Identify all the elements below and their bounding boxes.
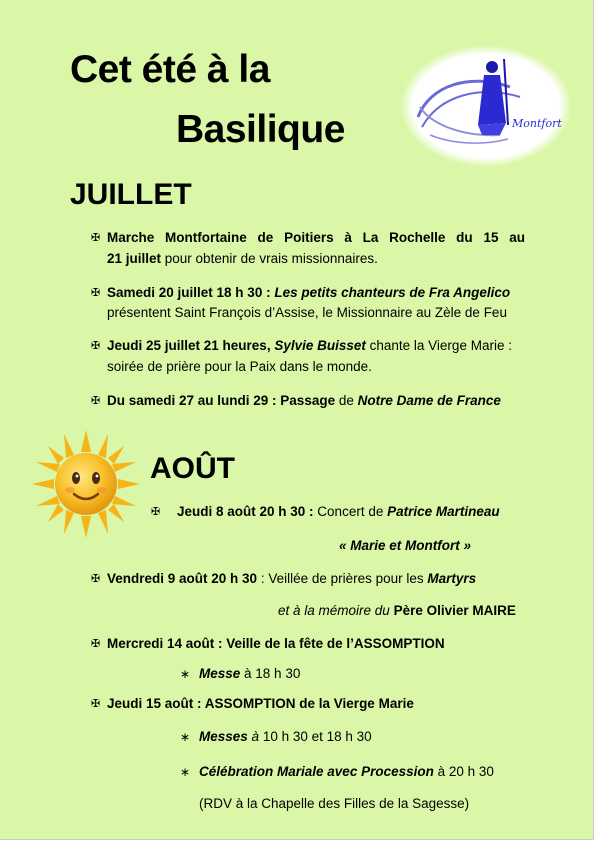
bullet-icon: ✠ (91, 698, 101, 710)
smiling-sun-icon (30, 428, 142, 540)
aug-item-2-line-2: et à la mémoire du Père Olivier MAIRE (278, 603, 516, 618)
july-item-2-line-2: présentent Saint François d’Assise, le Missionnaire au Zèle de Feu (107, 305, 507, 320)
subbullet-icon: ∗ (180, 730, 191, 744)
aug-item-4-line-1: Jeudi 15 août : ASSOMPTION de la Vierge Marie (107, 696, 414, 711)
aug-item-2-line-1: Vendredi 9 août 20 h 30 : Veillée de prières pour les Martyrs (107, 571, 477, 586)
july-item-3-line-2: soirée de prière pour la Paix dans le monde. (107, 359, 372, 374)
aug-item-1-line-1: Jeudi 8 août 20 h 30 : Concert de Patrice Martineau (177, 504, 500, 519)
aug-item-4-sub-2: Célébration Mariale avec Procession à 20 h 30 (199, 764, 494, 779)
bullet-icon: ✠ (91, 232, 101, 244)
july-item-1-line-2: 21 juillet pour obtenir de vrais missionnaires. (107, 251, 378, 266)
logo-text: Montfort (512, 117, 562, 130)
aug-item-4-sub-3: (RDV à la Chapelle des Filles de la Sagesse) (199, 796, 470, 811)
bullet-icon: ✠ (91, 573, 101, 585)
july-item-3-line-1: Jeudi 25 juillet 21 heures, Sylvie Buisset chante la Vierge Marie : (107, 338, 512, 353)
july-item-4-line-1: Du samedi 27 au lundi 29 : Passage de Notre Dame de France (107, 393, 501, 408)
subbullet-icon: ∗ (180, 765, 191, 779)
bullet-icon: ✠ (91, 287, 101, 299)
montfort-logo (400, 45, 572, 167)
bullet-icon: ✠ (91, 340, 101, 352)
bullet-icon: ✠ (91, 638, 101, 650)
bullet-icon: ✠ (151, 506, 161, 518)
july-item-1-line-1: Marche Montfortaine de Poitiers à La Rochelle du 15 au (107, 230, 525, 245)
aug-item-1-line-2: « Marie et Montfort » (339, 538, 472, 553)
month-heading-august: AOÛT (150, 452, 235, 485)
title-line-2: Basilique (176, 108, 345, 151)
july-item-2-line-1: Samedi 20 juillet 18 h 30 : Les petits chanteurs de Fra Angelico (107, 285, 511, 300)
bullet-icon: ✠ (91, 395, 101, 407)
aug-item-3-sub-1: Messe à 18 h 30 (199, 666, 301, 681)
subbullet-icon: ∗ (180, 667, 191, 681)
title-line-1: Cet été à la (70, 48, 270, 91)
aug-item-3-line-1: Mercredi 14 août : Veille de la fête de l’ASSOMPTION (107, 636, 445, 651)
aug-item-4-sub-1: Messes à 10 h 30 et 18 h 30 (199, 729, 372, 744)
month-heading-july: JUILLET (70, 178, 192, 211)
